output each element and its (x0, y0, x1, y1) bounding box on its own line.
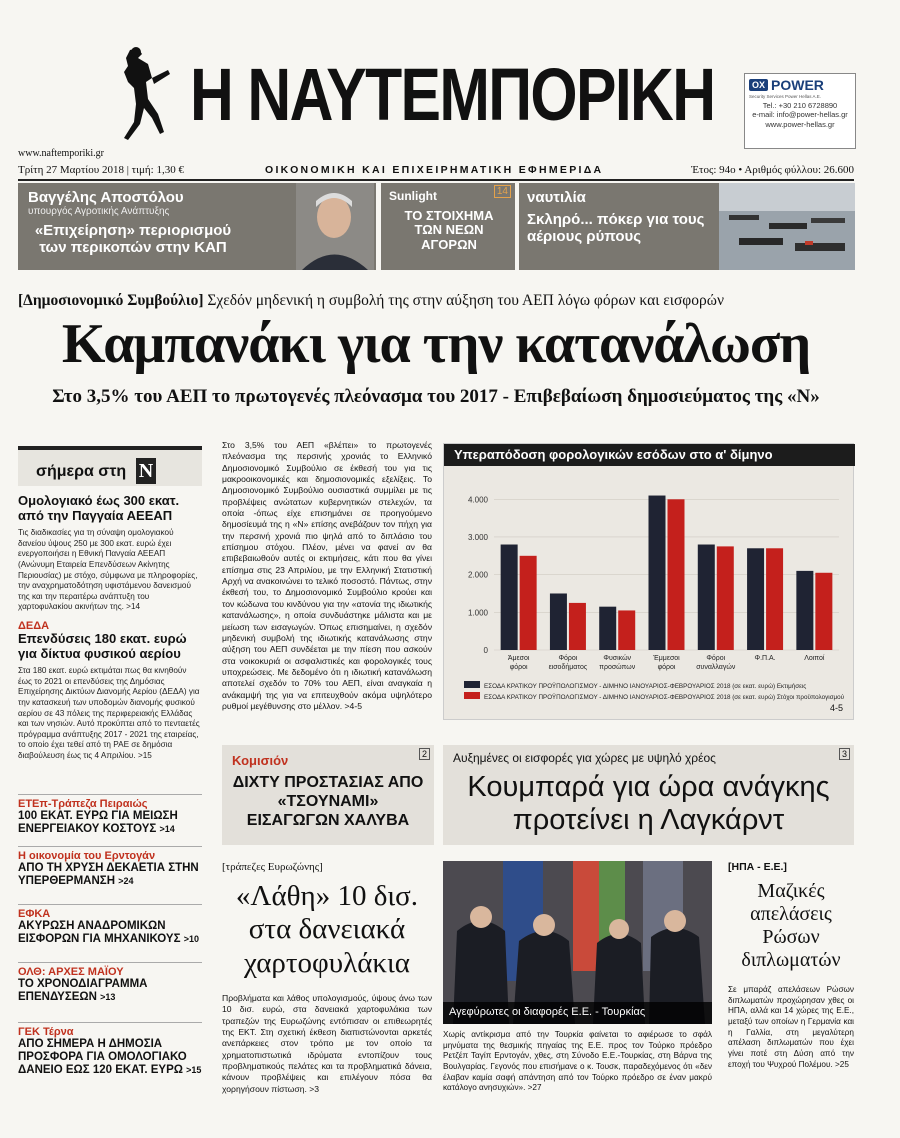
legend-label: ΕΣΟΔΑ ΚΡΑΤΙΚΟΥ ΠΡΟΫΠΟΛΟΓΙΣΜΟΥ - ΔΙΜΗΝΟ ΙΑΝΟΥΑΡΙΟΣ-ΦΕΒΡΟΥΑΡΙΟΣ 2018 (σε εκατ. ευρώ) Εκτιμήσεις (484, 683, 807, 690)
lead-body: Στο 3,5% του ΑΕΠ «βλέπει» το πρωτογενές πλεόνασμα της περσινής χρονιάς το Ελληνικό Δημοσιονομικό Συμβούλιο σε έκθεσή του για τις μακροοικονομικές και δημοσιονομικές εξελίξεις. Το Δημοσιονομικό Συμβούλιο ουσιαστικά συμμίλει με τις προβλέψεις ανώτατων κυβερνητικών στελεχών, τα οποία -όπως είχε επισημάνει σε προηγούμενο δημοσίευμά της η «Ν» επίσης ανεβάζουν τον πήχη για την περσινή χρονιά πιο ψηλά από το διπλάσιο του επίσημου στόχου. Πλέον, μένει να φανεί αν θα επιβεβαιωθούν αυτές οι εκτιμήσεις, κάτι που θα γίνει επίσημα στις 23 Απριλίου, με την Ελληνική Στατιστική Αρχή να ανακοινώνει το τελικό ποσοστό. Πάντως, στην έκθεσή του, το Δημοσιονομικό Συμβούλιο κρούει και τον κώδωνα του κινδύνου για την «ατονία της ιδιωτικής κατανάλωσης», η οποία συνδυάστηκε μάλιστα και με μείωση των εισαγωγών. Όπως επισημαίνει, η σχεδόν μηδενική συμβολή της ιδιωτικής κατανάλωσης στην αύξηση του ΑΕΠ συνδέεται με την πίεση που ασκούν στα νοικοκυριά οι ασφαλιστικές και φορολογικές τους υποχρεώσεις. Με δεδομένο ότι η ιδιωτική κατανάλωση αποτελεί σχεδόν το 70% του ΑΕΠ, είναι αναγκαία η ανάκαμψή της για να επιτευχθούν ακόμα υψηλότερο ρυθμοί μεγέθυνσης στο μέλλον. >4-5 (222, 440, 432, 711)
power-ad[interactable] (744, 73, 856, 149)
issue-info: Έτος: 94ο • Αριθμός φύλλου: 26.600 (691, 164, 854, 176)
x-tick-label: Φυσικών (603, 655, 632, 662)
brief-headline: ΤΟ ΧΡΟΝΟΔΙΑΓΡΑΜΜΑ ΕΠΕΝΔΥΣΕΩΝ >13 (18, 978, 148, 1004)
teaser-headline: Σκληρό... πόκερ για τους αέριους ρύπους (527, 211, 705, 245)
bar (796, 571, 813, 650)
legend-label: ΕΣΟΔΑ ΚΡΑΤΙΚΟΥ ΠΡΟΫΠΟΛΟΓΙΣΜΟΥ - ΔΙΜΗΝΟ ΙΑΝΟΥΑΡΙΟΣ-ΦΕΒΡΟΥΑΡΙΟΣ 2018 (σε εκατ. ευρώ) Στόχοι προϋπολογισμού (484, 694, 845, 701)
teaser-headline: ΤΟ ΣΤΟΙΧΗΜΑ ΤΩΝ ΝΕΩΝ ΑΓΟΡΩΝ (404, 208, 494, 252)
turkey-body: Χωρίς αντίκρισμα από την Τουρκία φαίνεται το αφιέρωσε το σφάλ μηνύματα της θεσμικής πηγαίας της Ε.Ε. προς τον Τούρκο πρόεδρο Ρετζέπ Ταγίπ Ερντογάν, χθες, στη Σύνοδο Ε.Ε.-Τουρκίας, στη Βάρνα της Βουλγαρίας. Γεγονός που επισήμανε ο κ. Τουσκ, παραδεχόμενος ότι «δεν έλαβαν καμία σαφή απάντηση από τον Τούρκο πρόεδρο σε έναν μακρύ κατάλογο ανησυχιών». >27 (443, 1030, 712, 1093)
usa-headline[interactable]: Μαζικές απελάσεις Ρώσων διπλωματών (741, 880, 841, 971)
x-tick-label: προσώπων (599, 664, 636, 671)
y-tick-label: 4.000 (467, 495, 488, 505)
y-tick-label: 3.000 (467, 532, 488, 542)
date-price: Τρίτη 27 Μαρτίου 2018 | τιμή: 1,30 € (18, 164, 184, 176)
today-item-title: Ομολογιακό έως 300 εκατ. από την Παγγαία ΑΕΕΑΠ (18, 493, 180, 523)
chart-plot (444, 466, 855, 721)
power-tel: Tel.: +30 210 6728890 (762, 101, 838, 110)
summit-photo (443, 861, 712, 1024)
power-email: e-mail: info@power-hellas.gr (752, 110, 848, 120)
brief-item[interactable] (18, 850, 202, 888)
power-logo-mark: OX (749, 79, 768, 91)
lead-headline[interactable]: Καμπανάκι για την κατανάλωση (61, 313, 811, 375)
divider (18, 794, 202, 795)
teaser-shipping[interactable] (519, 183, 855, 270)
komision-kicker: Κομισιόν (232, 753, 289, 768)
tax-revenue-chart (443, 443, 854, 720)
power-logo (749, 77, 851, 93)
n-logo-icon: N (136, 458, 156, 484)
teaser-kicker: Βαγγέλης Αποστόλου (28, 189, 184, 206)
x-tick-label: Φόροι (558, 655, 578, 662)
divider (18, 904, 202, 905)
komision-teaser[interactable] (222, 745, 434, 845)
divider (18, 962, 202, 963)
brief-item[interactable] (18, 908, 202, 946)
bar (599, 607, 616, 650)
photo-caption: Αγεφύρωτες οι διαφορές Ε.Ε. - Τουρκίας (443, 1002, 712, 1024)
x-tick-label: Έμμεσοι (653, 655, 680, 662)
today-label: σήμερα στη (36, 463, 127, 480)
y-tick-label: 0 (483, 646, 488, 655)
y-tick-label: 2.000 (467, 570, 488, 580)
power-web: www.power-hellas.gr (765, 119, 835, 129)
bar (520, 556, 537, 650)
masthead-title: Η ΝΑΥΤΕΜΠΟΡΙΚΗ (190, 53, 715, 136)
x-tick-label: φόροι (509, 664, 528, 671)
brief-headline: 100 ΕΚΑΤ. ΕΥΡΩ ΓΙΑ ΜΕΙΩΣΗ ΕΝΕΡΓΕΙΑΚΟΥ ΚΟΣΤΟΥΣ >14 (18, 810, 178, 836)
power-brand: POWER (771, 77, 824, 93)
teaser-apostolou[interactable] (18, 183, 376, 270)
legend-swatch (464, 692, 480, 699)
errors-headline[interactable]: «Λάθη» 10 δισ. στα δανειακά χαρτοφυλάκια (235, 880, 419, 979)
brief-item[interactable] (18, 798, 202, 836)
hermes-logo-icon (118, 44, 178, 154)
bar (550, 593, 567, 650)
portrait-photo (296, 183, 374, 270)
brief-kicker: ΕΤΕπ-Τράπεζα Πειραιώς (18, 798, 148, 810)
lagarde-headline: Κουμπαρά για ώρα ανάγκης προτείνει η Λαγκάρντ (467, 771, 830, 837)
brief-item[interactable] (18, 1026, 202, 1078)
bar (747, 548, 764, 650)
teaser-kicker: ναυτιλία (527, 189, 586, 206)
y-tick-label: 1.000 (467, 608, 488, 618)
brief-kicker: ΕΦΚΑ (18, 908, 51, 920)
errors-body: Προβλήματα και λάθος υπολογισμούς, ύψους άνω των 10 δισ. ευρώ, στα δανειακά χαρτοφυλάκια των τραπεζών της Ευρωζώνης εντόπισαν οι επιθεωρητές της ΕΚΤ. Στη σχετική έκθεση διαπιστώνονται αρκετές ανεπάρκειες στον τρόπο με τον οποίο τα χρηματοπιστωτικά ιδρύματα εντοπίζουν τους προβληματικούς πελάτες και τα προβληματικά δάνεια, κάνουν προβλέψεις και επιλέγουν πόσα θα χορηγήσουν πίστωση. >3 (222, 993, 432, 1094)
legend-swatch (464, 681, 480, 688)
today-item-body: Στα 180 εκατ. ευρώ εκτιμάται πως θα κινηθούν έως το 2021 οι επενδύσεις της Δημόσιας Επιχείρησης Δικτύων Διανομής Αερίου (ΔΕΔΑ) για την κατασκευή των υποδομών διανομής φυσικού αερίου σε 43 πόλεις της περιφερειακής Ελλάδας και των νησιών. Αυτό προκύπτει από το πενταετές πρόγραμμα ανάπτυξης 2017 - 2021 της εταιρείας, το οποίο έχει τεθεί από τη ΡΑΕ σε δημόσια διαβούλευση έως τις 4 Απριλίου. >15 (18, 665, 200, 761)
x-tick-label: συναλλαγών (696, 664, 736, 671)
ships-photo (719, 183, 855, 270)
komision-headline: ΔΙΧΤΥ ΠΡΟΣΤΑΣΙΑΣ ΑΠΟ «ΤΣΟΥΝΑΜΙ» ΕΙΣΑΓΩΓΩΝ ΧΑΛΥΒΑ (232, 774, 424, 830)
x-tick-label: Άμεσοι (507, 655, 530, 662)
lead-kicker: [Δημοσιονομικό Συμβούλιο] (18, 292, 204, 309)
brief-item[interactable] (18, 966, 202, 1004)
today-item[interactable] (18, 494, 202, 613)
teaser-kicker: Sunlight (389, 189, 437, 203)
today-item[interactable] (18, 620, 202, 762)
site-url[interactable]: www.naftemporiki.gr (18, 148, 104, 159)
teaser-headline: «Επιχείρηση» περιορισμού των περικοπών στην ΚΑΠ (34, 222, 232, 256)
lagarde-kicker: Αυξημένες οι εισφορές για χώρες με υψηλό χρέος (453, 751, 716, 765)
brief-page-ref: >13 (100, 992, 116, 1003)
bar (501, 545, 518, 650)
today-item-body: Τις διαδικασίες για τη σύναψη ομολογιακού δανείου ύψους 250 με 300 εκατ. ευρώ έχει ενεργοποιήσει η Εθνική Πανγαία ΑΕΕΑΠ (Ανώνυμη Εταιρεία Επενδύσεων Ακίνητης Περιουσίας) με στόχο, σύμφωνα με πληροφορίες, την αναχρηματοδότηση υφιστάμενου δανεισμού της και την περαιτέρω ανάπτυξη του χαρτοφυλακίου ακινήτων της. >14 (18, 527, 198, 612)
teaser-page-number: 14 (494, 185, 511, 198)
brief-kicker: Η οικονομία του Ερντογάν (18, 850, 156, 862)
today-item-title: Επενδύσεις 180 εκατ. ευρώ για δίκτυα φυσικού αερίου (18, 631, 187, 661)
brief-headline: ΑΠΟ ΣΗΜΕΡΑ Η ΔΗΜΟΣΙΑ ΠΡΟΣΦΟΡΑ ΓΙΑ ΟΜΟΛΟΓΙΑΚΟ ΔΑΝΕΙΟ ΕΩΣ 120 ΕΚΑΤ. ΕΥΡΩ >15 (18, 1038, 202, 1077)
brief-headline: ΑΚΥΡΩΣΗ ΑΝΑΔΡΟΜΙΚΩΝ ΕΙΣΦΟΡΩΝ ΓΙΑ ΜΗΧΑΝΙΚΟΥΣ >10 (18, 920, 199, 946)
masthead-rule (18, 179, 854, 181)
bar (717, 546, 734, 650)
divider (18, 846, 202, 847)
bar (569, 603, 586, 650)
power-tagline: Security Services Power Hellas A.E. (749, 94, 822, 99)
usa-kicker: [ΗΠΑ - Ε.Ε.] (728, 861, 787, 873)
bar (815, 573, 832, 650)
today-item-kicker: ΔΕΔΑ (18, 620, 50, 632)
x-tick-label: Φ.Π.Α. (754, 655, 776, 662)
brief-headline: ΑΠΟ ΤΗ ΧΡΥΣΗ ΔΕΚΑΕΤΙΑ ΣΤΗΝ ΥΠΕΡΘΕΡΜΑΝΣΗ >24 (18, 862, 199, 888)
masthead-subtitle: ΟΙΚΟΝΟΜΙΚΗ ΚΑΙ ΕΠΙΧΕΙΡΗΜΑΤΙΚΗ ΕΦΗΜΕΡΙΔΑ (265, 164, 604, 176)
divider (18, 1022, 202, 1023)
bar (618, 610, 635, 650)
bar (766, 548, 783, 650)
today-in-n-box (18, 446, 202, 486)
brief-page-ref: >15 (186, 1065, 202, 1076)
x-tick-label: Λοιποί (804, 655, 825, 662)
bar (649, 496, 666, 650)
brief-page-ref: >14 (159, 824, 175, 835)
brief-kicker: ΓΕΚ Τέρνα (18, 1026, 74, 1038)
lead-kicker-text: Σχεδόν μηδενική η συμβολή της στην αύξηση του ΑΕΠ λόγω φόρων και εισφορών (207, 292, 724, 309)
x-tick-label: φόροι (657, 664, 676, 671)
brief-page-ref: >24 (118, 876, 134, 887)
lead-kicker-line (18, 292, 854, 310)
chart-title: Υπεραπόδοση φορολογικών εσόδων στο α' δίμηνο (444, 444, 855, 466)
teaser-page-number: 2 (419, 748, 430, 760)
teaser-page-number: 3 (839, 748, 850, 760)
errors-kicker: [τράπεζες Ευρωζώνης] (222, 861, 323, 873)
lead-deck: Στο 3,5% του ΑΕΠ το πρωτογενές πλεόνασμα του 2017 - Επιβεβαίωση δημοσιεύματος της «Ν» (52, 386, 820, 407)
usa-body: Σε μπαράζ απελάσεων Ρώσων διπλωματών προχώρησαν χθες οι ΗΠΑ, αλλά και 14 χώρες της Ε.Ε., μεταξύ των οποίων η Γερμανία και η Γαλλία, στη μεγαλύτερη απέλαση διπλωματών που έχει γίνει ποτέ στη Δύση από την εποχή του Ψυχρού Πολέμου. >25 (728, 985, 854, 1069)
bar (698, 545, 715, 650)
x-tick-label: Φόροι (706, 655, 726, 662)
teaser-sunlight[interactable] (381, 183, 515, 270)
teaser-sub: υπουργός Αγροτικής Ανάπτυξης (28, 206, 170, 217)
brief-page-ref: >10 (183, 934, 199, 945)
x-tick-label: εισοδήματος (548, 664, 588, 671)
brief-kicker: ΟΛΘ: ΑΡΧΕΣ ΜΑΪΟΥ (18, 966, 124, 978)
chart-page-ref: 4-5 (830, 703, 844, 713)
bar (668, 499, 685, 650)
summit-leaders-image (443, 861, 712, 1024)
lagarde-teaser[interactable] (443, 745, 854, 845)
